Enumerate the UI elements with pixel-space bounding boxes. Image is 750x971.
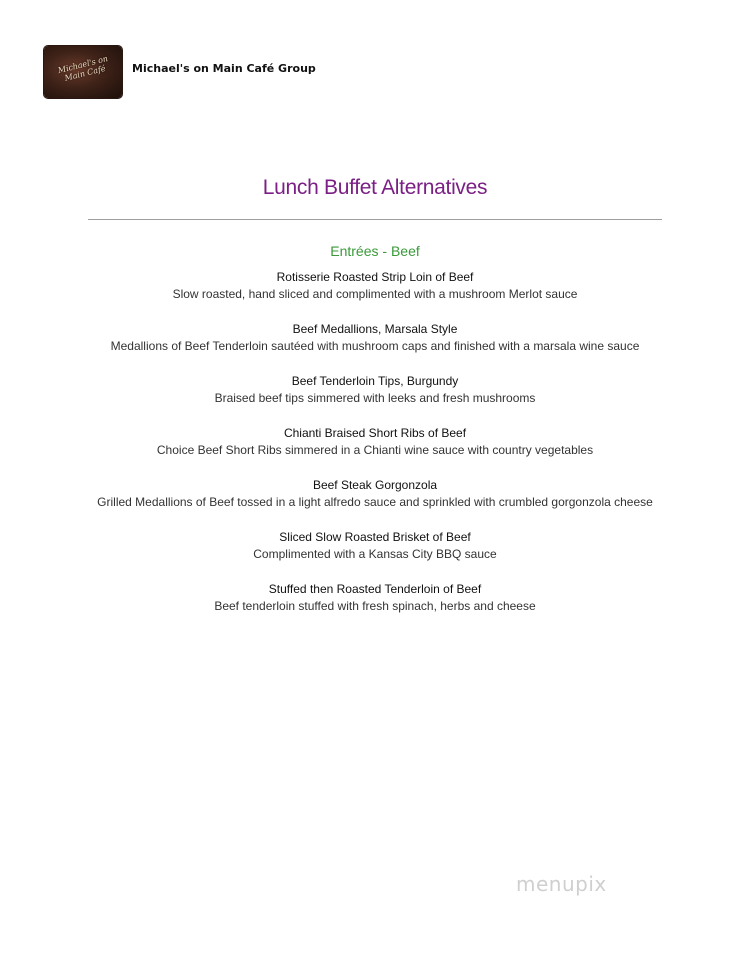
menu-item xyxy=(0,321,750,373)
restaurant-logo xyxy=(44,46,122,98)
menu-list xyxy=(0,269,750,633)
menu-item xyxy=(0,477,750,529)
menu-item-name: Beef Medallions, Marsala Style xyxy=(292,322,458,336)
page-title: Lunch Buffet Alternatives xyxy=(262,176,488,199)
menu-item-description: Braised beef tips simmered with leeks and fresh mushrooms xyxy=(214,391,536,405)
menu-item-name: Rotisserie Roasted Strip Loin of Beef xyxy=(276,270,474,284)
menu-item-name: Sliced Slow Roasted Brisket of Beef xyxy=(279,530,471,544)
menu-item-name: Beef Steak Gorgonzola xyxy=(312,478,438,492)
menu-item xyxy=(0,581,750,633)
menu-item-description: Medallions of Beef Tenderloin sautéed with mushroom caps and finished with a marsala wine sauce xyxy=(110,339,640,353)
menu-item xyxy=(0,269,750,321)
menu-item-description: Choice Beef Short Ribs simmered in a Chianti wine sauce with country vegetables xyxy=(156,443,594,457)
section-title: Entrées - Beef xyxy=(330,243,420,259)
menu-item-description: Complimented with a Kansas City BBQ sauce xyxy=(253,547,497,561)
menu-item-name: Stuffed then Roasted Tenderloin of Beef xyxy=(268,582,482,596)
menu-item xyxy=(0,373,750,425)
menu-item xyxy=(0,425,750,477)
menu-item-description: Beef tenderloin stuffed with fresh spinach, herbs and cheese xyxy=(214,599,536,613)
menu-item-name: Beef Tenderloin Tips, Burgundy xyxy=(291,374,459,388)
menu-item-description: Slow roasted, hand sliced and complimented with a mushroom Merlot sauce xyxy=(172,287,578,301)
menupix-watermark: menupix xyxy=(516,872,607,896)
title-divider xyxy=(88,219,662,220)
menu-item-name: Chianti Braised Short Ribs of Beef xyxy=(283,426,467,440)
menu-item-description: Grilled Medallions of Beef tossed in a light alfredo sauce and sprinkled with crumbled gorgonzola cheese xyxy=(97,495,653,509)
menu-item xyxy=(0,529,750,581)
company-name: Michael's on Main Café Group xyxy=(132,62,316,75)
logo-text: Michael's on Main Café xyxy=(56,54,109,83)
